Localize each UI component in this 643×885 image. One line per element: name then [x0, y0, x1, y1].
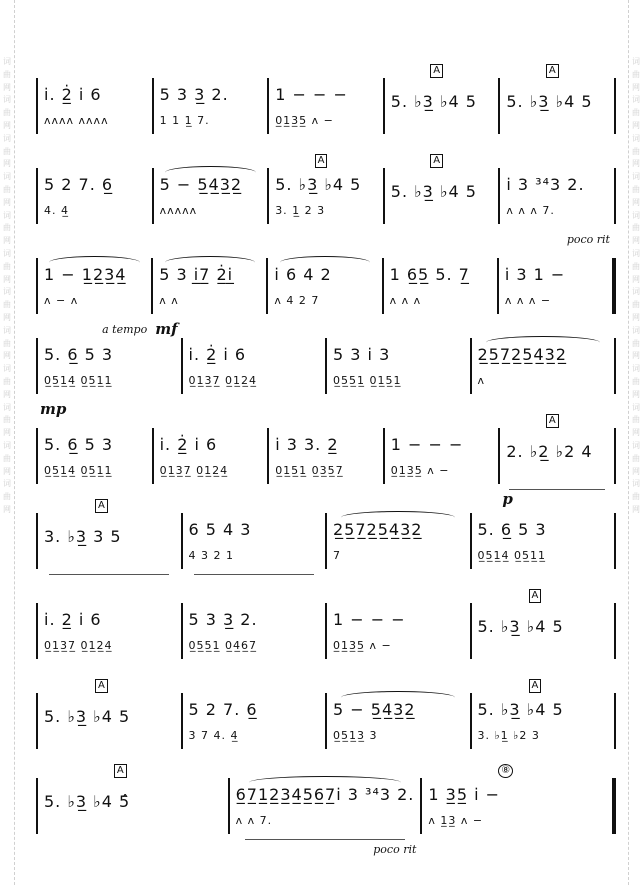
watermark-char: 词 [632, 95, 640, 105]
slur-mark [280, 256, 371, 269]
accompaniment-notes: 4 3 2 1 [188, 549, 234, 562]
melody-notes: i̇ 3 3. 2̲ [275, 435, 339, 454]
score-system [36, 500, 616, 577]
measure [472, 330, 615, 402]
rehearsal-mark: A [430, 64, 443, 78]
watermark-char: 网 [3, 120, 11, 130]
accompaniment-notes: 0̲5̲1̲4̲ 0̲5̲1̲1̲ [44, 374, 113, 387]
melody-notes: 5. ♭3̲ ♭4 5̂ [44, 791, 131, 811]
measure [38, 70, 152, 142]
melody-notes: i̇. 2̲̇ i̇ 6 [44, 85, 102, 104]
measure [472, 590, 615, 667]
watermark-char: 词 [632, 57, 640, 66]
barline [612, 778, 616, 834]
barline [612, 258, 616, 314]
melody-notes: 5 − 5̲4̲3̲2̲ [333, 700, 416, 719]
watermark-char: 网 [632, 466, 640, 476]
watermark-char: 词 [3, 364, 11, 374]
watermark-char: 网 [3, 351, 11, 361]
measure [472, 680, 615, 757]
melody-notes: i̇. 2̲ i̇ 6 [44, 610, 102, 629]
watermark-char: 词 [632, 364, 640, 374]
melody-notes: 2̲5̲7̲2̲5̲4̲3̲2̲ [477, 345, 567, 364]
melody-notes: i̇. 2̲̇ i̇ 6 [159, 435, 218, 454]
measure [327, 595, 470, 667]
watermark-char: 词 [3, 479, 11, 489]
measure [38, 765, 228, 842]
watermark-char: 曲 [3, 492, 11, 502]
accompaniment-notes: 3 7 4. 4̲ [188, 729, 239, 742]
melody-notes: 5 3 i̲̇7̲ 2̲̇i̲̇ [159, 265, 234, 284]
watermark-char: 曲 [3, 108, 11, 118]
melody-notes: 5 3 3̲ 2. [159, 85, 229, 104]
accompaniment-notes: ʌ ʌ ʌ − [504, 294, 552, 307]
accompaniment-notes: 0̲5̲5̲1̲ 0̲1̲5̲1̲ [333, 374, 402, 387]
melody-notes: 5. 6̲ 5 3 [44, 345, 114, 364]
slur-mark [249, 776, 402, 789]
accompaniment-notes: ʌ 1̲3̲ ʌ − [428, 814, 484, 827]
melody-notes: 1 − − − [275, 85, 348, 104]
crescendo-hairpin [509, 489, 604, 490]
measure [499, 250, 612, 322]
melody-notes: 5. ♭3̲ ♭4 5 [390, 181, 477, 201]
watermark-char: 网 [3, 197, 11, 207]
measure [269, 420, 383, 492]
watermark-char: 曲 [632, 415, 640, 425]
accompaniment-notes: 0̲1̲3̲5̲ ʌ − [275, 114, 334, 127]
rehearsal-mark: A [95, 499, 108, 513]
watermark-right [628, 0, 643, 885]
accompaniment-notes: 3. 1̲ 2 3 [275, 204, 326, 217]
measure [268, 250, 381, 322]
watermark-char: 曲 [632, 376, 640, 386]
barline [614, 78, 616, 134]
accompaniment-notes: 7 [333, 549, 341, 562]
accompaniment-notes: ʌ 4 2 7 [274, 294, 320, 307]
melody-notes: 1 − 1̲2̲3̲4̲ [44, 265, 127, 284]
measure [327, 505, 470, 577]
melody-notes: 5. ♭3̲ ♭4 5 [390, 91, 477, 111]
watermark-char: 曲 [3, 261, 11, 271]
measure [327, 330, 470, 402]
melody-notes: 5. ♭3̲ ♭4 5 [477, 616, 564, 636]
watermark-char: 网 [632, 197, 640, 207]
watermark-char: 词 [632, 287, 640, 297]
accompaniment-notes: ʌʌʌʌ ʌʌʌʌ [44, 114, 109, 127]
measure [500, 65, 614, 142]
melody-notes: 1 3̲5̲ i̇ − [428, 785, 501, 804]
accompaniment-notes: 0̲5̲1̲3̲ 3 [333, 729, 378, 742]
rehearsal-mark: A [529, 589, 542, 603]
accompaniment-notes: ʌ ʌ ʌ 7. [506, 204, 555, 217]
watermark-char: 词 [3, 402, 11, 412]
measure [385, 155, 499, 232]
score-system [36, 65, 616, 142]
measure [38, 420, 152, 492]
melody-notes: 5. ♭3̲ ♭4 5 [477, 700, 564, 719]
watermark-char: 网 [3, 428, 11, 438]
watermark-char: 网 [3, 389, 11, 399]
watermark-char: 网 [632, 389, 640, 399]
measure [154, 160, 268, 232]
watermark-char: 词 [3, 248, 11, 258]
melody-notes: 5 − 5̲4̲3̲2̲ [159, 175, 243, 194]
measure [269, 155, 383, 232]
slur-mark [341, 691, 455, 704]
score-system [36, 765, 616, 856]
measure [230, 770, 421, 856]
measure [183, 505, 326, 577]
accompaniment-notes: 1 1 1̲ 7. [159, 114, 210, 127]
watermark-char: 网 [632, 504, 640, 514]
measure [384, 250, 497, 322]
watermark-char: 词 [632, 325, 640, 335]
watermark-char: 网 [632, 312, 640, 322]
watermark-char: 曲 [3, 300, 11, 310]
accompaniment-notes: 0̲1̲3̲7̲ 0̲1̲2̲4̲ [159, 464, 229, 477]
accompaniment-notes: ʌ − ʌ [44, 294, 79, 307]
measure [183, 330, 326, 402]
rehearsal-mark: A [430, 154, 443, 168]
measure [385, 420, 499, 492]
measure [154, 420, 268, 492]
watermark-char: 网 [3, 504, 11, 514]
melody-notes: 5. ♭3̲ ♭4 5 [275, 175, 362, 194]
barline [614, 338, 616, 394]
accompaniment-notes: 0̲5̲1̲4̲ 0̲5̲1̲1̲ [477, 549, 546, 562]
measure [38, 250, 151, 336]
measure [38, 680, 181, 757]
measure [500, 160, 614, 246]
watermark-char: 曲 [3, 69, 11, 79]
watermark-char: 曲 [632, 338, 640, 348]
watermark-char: 网 [632, 351, 640, 361]
measure [153, 250, 266, 338]
watermark-char: 网 [3, 82, 11, 92]
melody-notes: 1 − − − [390, 435, 464, 454]
watermark-char: 曲 [3, 223, 11, 233]
tempo-marking: a tempo [102, 323, 148, 336]
barline [614, 513, 616, 569]
watermark-char: 词 [632, 402, 640, 412]
rehearsal-mark: A [315, 154, 328, 168]
accompaniment-notes: 0̲1̲3̲5̲ ʌ − [390, 464, 450, 477]
watermark-char: 词 [632, 172, 640, 182]
watermark-char: 曲 [632, 223, 640, 233]
watermark-char: 曲 [632, 261, 640, 271]
watermark-char: 词 [632, 210, 640, 220]
crescendo-hairpin [194, 574, 314, 575]
watermark-char: 词 [3, 210, 11, 220]
melody-notes: i̇. 2̲̇ i̇ 6 [188, 345, 247, 364]
watermark-char: 网 [3, 236, 11, 246]
measure [38, 595, 181, 667]
melody-notes: 5. 6̲ 5 3 [44, 435, 114, 454]
melody-notes: 2. ♭2̲ ♭2 4 [506, 441, 593, 461]
slur-mark [341, 511, 455, 524]
measure [385, 65, 499, 142]
watermark-char: 曲 [3, 184, 11, 194]
watermark-char: 网 [632, 120, 640, 130]
crescendo-hairpin [49, 574, 169, 575]
watermark-char: 网 [632, 428, 640, 438]
dynamic-marking: p [502, 490, 513, 508]
melody-notes: 5 2 7. 6̲ [188, 700, 258, 719]
watermark-char: 词 [3, 133, 11, 143]
accompaniment-notes: ʌ ʌ [159, 294, 179, 307]
melody-notes: 5. ♭3̲ ♭4 5 [44, 706, 131, 726]
melody-notes: 1 − − − [333, 610, 406, 629]
watermark-left [0, 0, 15, 885]
melody-notes: 5. ♭3̲ ♭4 5 [506, 91, 593, 111]
barline [614, 168, 616, 224]
watermark-char: 网 [632, 274, 640, 284]
watermark-char: 词 [3, 57, 11, 66]
measure [183, 685, 326, 757]
barline [614, 603, 616, 659]
melody-notes: 3. ♭3̲ 3 5 [44, 526, 122, 546]
accompaniment-notes: ʌ ʌ 7. [235, 814, 273, 827]
barline [614, 693, 616, 749]
watermark-char: 网 [3, 159, 11, 169]
slur-mark [165, 166, 256, 179]
slur-mark [486, 336, 600, 349]
watermark-char: 词 [632, 133, 640, 143]
slur-mark [49, 256, 140, 269]
watermark-char: 词 [3, 172, 11, 182]
watermark-char: 词 [3, 95, 11, 105]
barline [614, 428, 616, 484]
accompaniment-notes: 0̲1̲5̲1̲ 0̲3̲5̲7̲ [275, 464, 344, 477]
score-system [36, 250, 616, 338]
watermark-char: 网 [3, 312, 11, 322]
melody-notes: 2̲5̲7̲2̲5̲4̲3̲2̲ [333, 520, 423, 539]
rehearsal-mark: A [95, 679, 108, 693]
melody-notes: 5 3 i̇ 3 [333, 345, 391, 364]
accompaniment-notes: ʌ [477, 374, 486, 387]
measure [38, 160, 152, 232]
watermark-char: 曲 [632, 108, 640, 118]
melody-notes: i̇ 3 ³⁴3 2. [506, 175, 585, 194]
tempo-marking: poco rit [566, 233, 610, 246]
melody-notes: 6̲7̲1̲2̲3̲4̲5̲6̲7̲i̇ 3 ³⁴3 2. [235, 785, 415, 804]
measure [422, 765, 612, 842]
accompaniment-notes: ʌ ʌ ʌ [389, 294, 422, 307]
watermark-char: 曲 [632, 492, 640, 502]
watermark-char: 词 [3, 440, 11, 450]
watermark-char: 曲 [3, 415, 11, 425]
watermark-char: 曲 [3, 338, 11, 348]
tempo-marking: poco rit [373, 843, 417, 856]
watermark-char: 曲 [632, 300, 640, 310]
melody-notes: 5. 6̲ 5 3 [477, 520, 547, 539]
measure [38, 330, 181, 418]
score-system [36, 415, 616, 508]
score-system [36, 590, 616, 667]
watermark-char: 网 [3, 274, 11, 284]
score-system [36, 330, 616, 418]
rehearsal-mark: A [529, 679, 542, 693]
score-system [36, 155, 616, 246]
watermark-char: 网 [3, 466, 11, 476]
accompaniment-notes: 0̲5̲1̲4̲ 0̲5̲1̲1̲ [44, 464, 113, 477]
measure [269, 70, 383, 142]
rehearsal-mark: A [546, 64, 559, 78]
rehearsal-mark: ⑧ [498, 764, 513, 778]
watermark-char: 词 [3, 287, 11, 297]
watermark-char: 网 [632, 236, 640, 246]
measure [154, 70, 268, 142]
measure [38, 500, 181, 577]
watermark-char: 网 [632, 82, 640, 92]
accompaniment-notes: 0̲1̲3̲7̲ 0̲1̲2̲4̲ [188, 374, 257, 387]
accompaniment-notes: ʌʌʌʌʌ [159, 204, 198, 217]
measure [183, 595, 326, 667]
accompaniment-notes: 0̲5̲5̲1̲ 0̲4̲6̲7̲ [188, 639, 257, 652]
score-system [36, 680, 616, 757]
measure [327, 685, 470, 757]
watermark-char: 曲 [3, 453, 11, 463]
measure [500, 415, 614, 508]
melody-notes: 1 6̲5̲ 5. 7̲ [389, 265, 470, 284]
melody-notes: i̇ 6 4 2 [274, 265, 332, 284]
watermark-char: 曲 [632, 69, 640, 79]
watermark-char: 词 [632, 479, 640, 489]
watermark-char: 词 [632, 440, 640, 450]
watermark-char: 网 [632, 159, 640, 169]
watermark-char: 曲 [632, 184, 640, 194]
measure [472, 505, 615, 577]
watermark-char: 词 [3, 325, 11, 335]
melody-notes: 5 2 7. 6̲ [44, 175, 114, 194]
crescendo-hairpin [245, 839, 405, 840]
slur-mark [165, 256, 256, 269]
rehearsal-mark: A [114, 764, 127, 778]
dynamic-marking: mp [40, 400, 67, 418]
melody-notes: i̇ 3 1 − [504, 265, 566, 284]
melody-notes: 5 3 3̲ 2. [188, 610, 258, 629]
melody-notes: 6 5 4 3 [188, 520, 252, 539]
watermark-char: 曲 [3, 146, 11, 156]
accompaniment-notes: 4. 4̲ [44, 204, 69, 217]
watermark-char: 词 [632, 248, 640, 258]
watermark-char: 曲 [3, 376, 11, 386]
watermark-char: 曲 [632, 146, 640, 156]
accompaniment-notes: 0̲1̲3̲7̲ 0̲1̲2̲4̲ [44, 639, 113, 652]
watermark-char: 曲 [632, 453, 640, 463]
accompaniment-notes: 3. ♭1̲ ♭2 3 [477, 729, 540, 742]
dynamic-marking: mf [155, 320, 178, 338]
rehearsal-mark: A [546, 414, 559, 428]
accompaniment-notes: 0̲1̲3̲5̲ ʌ − [333, 639, 392, 652]
